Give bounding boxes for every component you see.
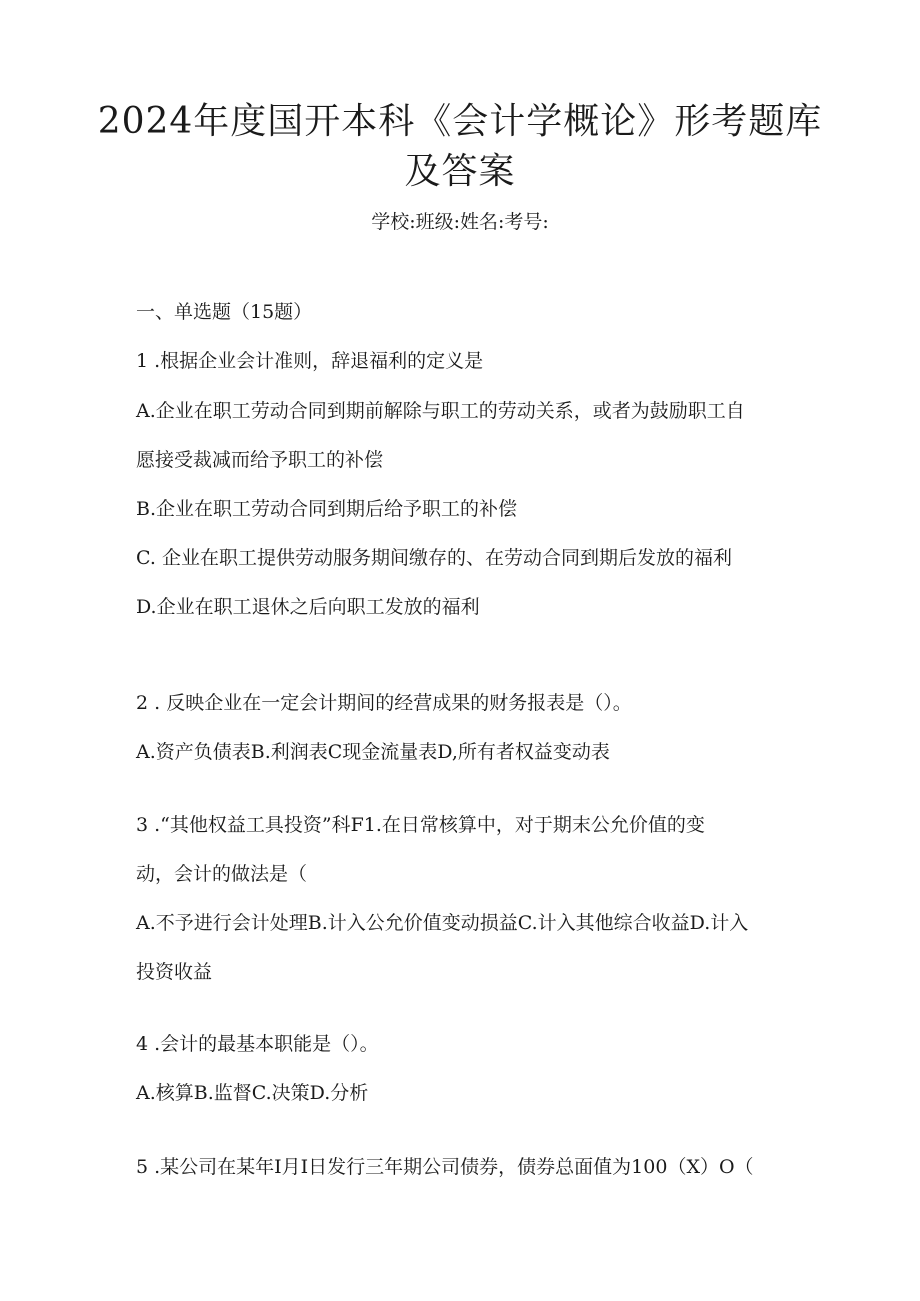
document-title-line-1: 2024年度国开本科《会计学概论》形考题库 [97, 101, 823, 142]
section-heading: 一、单选题（15题） [136, 301, 313, 323]
question-3-stem: 3 .“其他权益工具投资”科F1.在日常核算中，对于期末公允价值的变 [136, 814, 705, 836]
question-2-options: A.资产负债表B.利润表C现金流量表D,所有者权益变动表 [136, 741, 610, 763]
question-2-stem: 2 . 反映企业在一定会计期间的经营成果的财务报表是（）。 [136, 692, 632, 714]
document-title-line-2: 及答案 [404, 151, 516, 192]
question-4-options: A.核算B.监督C.决策D.分析 [136, 1082, 369, 1104]
question-1-option-d: D.企业在职工退休之后向职工发放的福利 [136, 596, 480, 618]
question-1-option-b: B.企业在职工劳动合同到期后给予职工的补偿 [136, 498, 518, 520]
question-3-options-cont: 投资收益 [136, 961, 213, 983]
student-info-line: 学校:班级:姓名:考号: [371, 211, 549, 233]
question-1-option-c: C. 企业在职工提供劳动服务期间缴存的、在劳动合同到期后发放的福利 [136, 547, 732, 569]
question-3-stem-cont: 动，会计的做法是（ [136, 863, 308, 885]
question-1-option-a-cont: 愿接受裁减而给予职工的补偿 [136, 449, 384, 471]
question-1-stem: 1 .根据企业会计准则，辞退福利的定义是 [136, 350, 484, 372]
question-1-option-a: A.企业在职工劳动合同到期前解除与职工的劳动关系，或者为鼓励职工自 [136, 400, 745, 422]
question-3-options: A.不予进行会计处理B.计入公允价值变动损益C.计入其他综合收益D.计入 [136, 912, 749, 934]
question-5-stem: 5 .某公司在某年I月I日发行三年期公司债券，债券总面值为100（X）O（ [136, 1156, 754, 1178]
question-4-stem: 4 .会计的最基本职能是（）。 [136, 1033, 379, 1055]
